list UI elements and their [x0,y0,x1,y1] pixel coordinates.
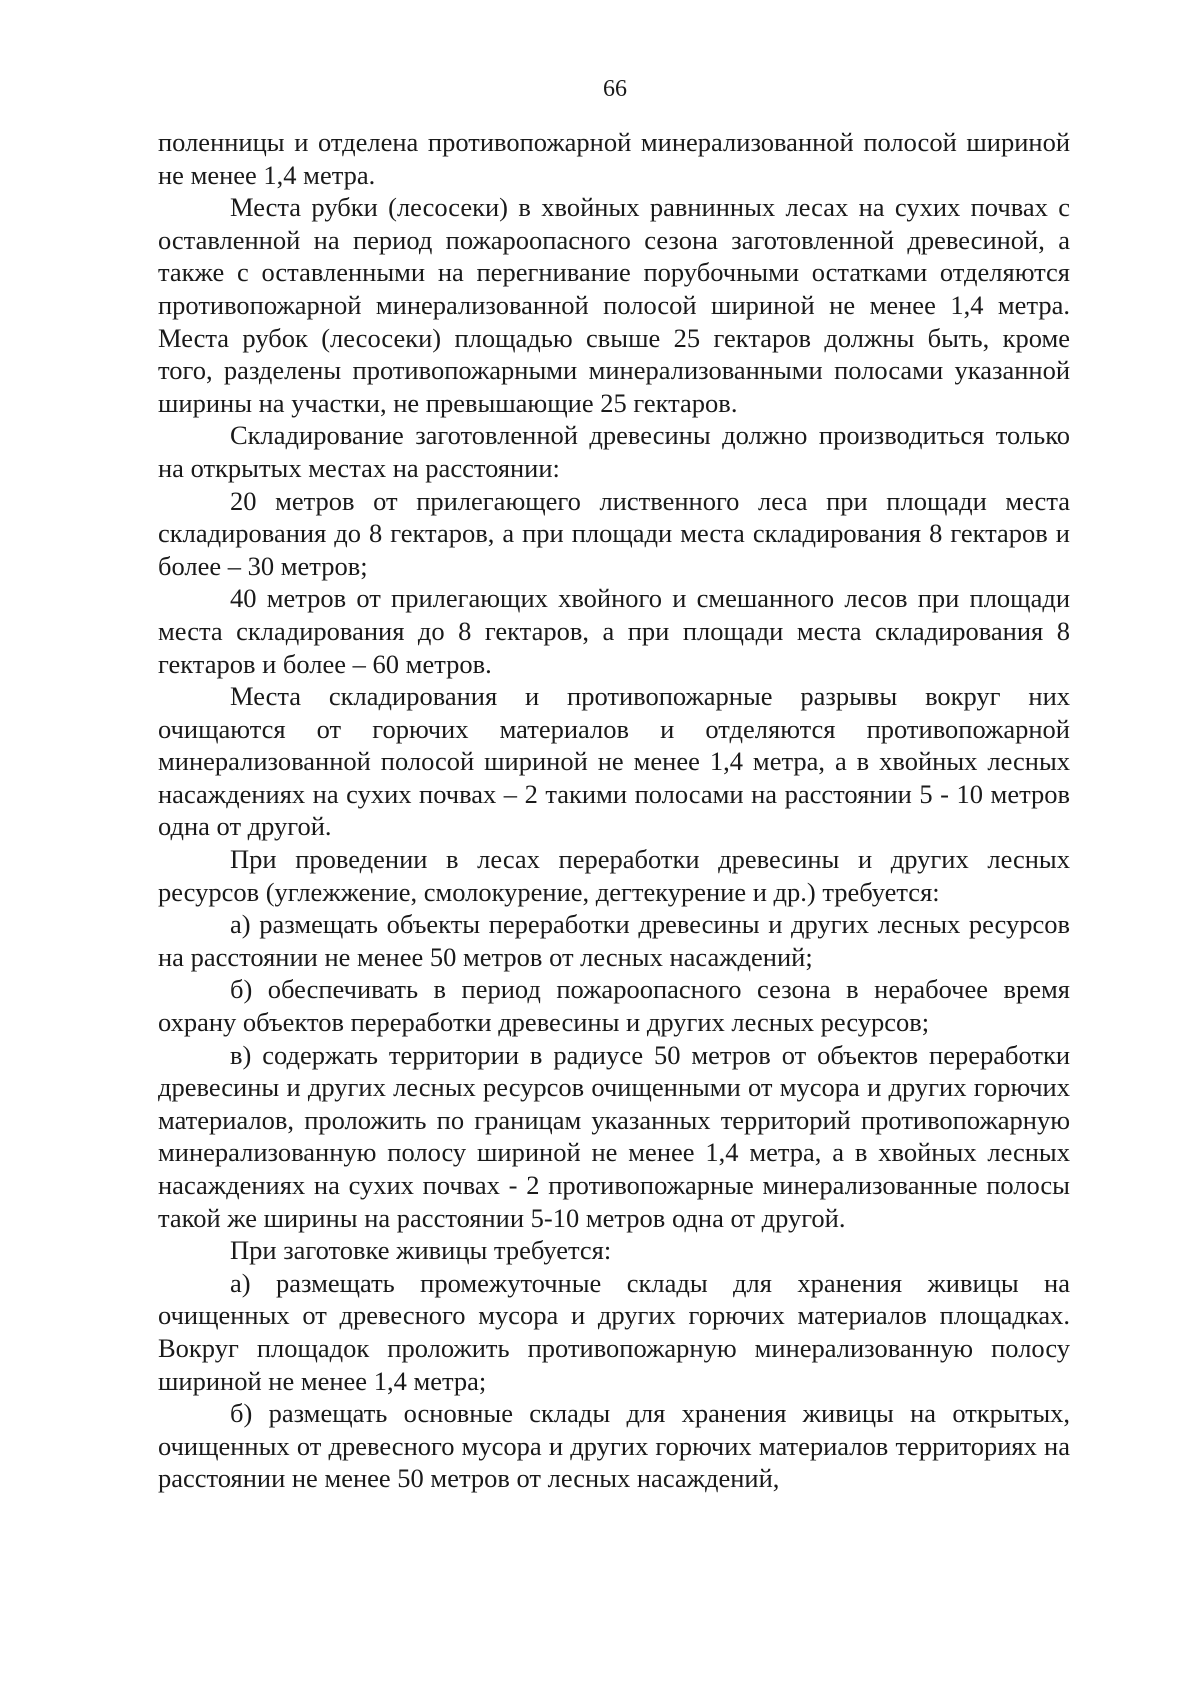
document-body [158,126,1070,1495]
paragraph-continuation: поленницы и отделена противопожарной минерализованной полосой шириной не менее 1,4 метра. [158,127,1070,190]
list-item-resin-a: а) размещать промежуточные склады для хранения живицы на очищенных от древесного мусора и других горючих материалов площадках. Вокруг площадок проложить противопожарную минерализованную полосу шириной не менее 1,4 метра; [158,1267,1070,1396]
paragraph-resin-tapping: При заготовке живицы требуется: [230,1235,612,1266]
paragraph-wood-processing: При проведении в лесах переработки древесины и других лесных ресурсов (углежжение, смолокурение, дегтекурение и др.) требуется: [158,844,1070,907]
paragraph-timber-storage: Складирование заготовленной древесины должно производиться только на открытых местах на расстоянии: [158,420,1070,483]
page-number: 66 [603,76,627,102]
paragraph-storage-coniferous: 40 метров от прилегающих хвойного и смешанного лесов при площади места складирования до 8 гектаров, а при площади места складирования 8 гектаров и более – 60 метров. [158,583,1070,679]
paragraph-storage-deciduous: 20 метров от прилегающего лиственного леса при площади места складирования до 8 гектаров, а при площади места складирования 8 гектаров и более – 30 метров; [158,485,1070,581]
list-item-processing-c: в) содержать территории в радиусе 50 метров от объектов переработки древесины и других лесных ресурсов очищенными от мусора и других горючих материалов, проложить по границам указанных территорий противопожарную минерализованную полосу шириной не менее 1,4 метра, а в хвойных лесных насаждениях на сухих почвах - 2 противопожарные минерализованные полосы такой же ширины на расстоянии 5-10 метров одна от другой. [158,1039,1070,1233]
list-item-processing-b: б) обеспечивать в период пожароопасного сезона в нерабочее время охрану объектов переработки древесины и других лесных ресурсов; [158,974,1070,1038]
paragraph-logging-sites: Места рубки (лесосеки) в хвойных равнинных лесах на сухих почвах с оставленной на период пожароопасного сезона заготовленной древесиной, а также с оставленными на перегнивание порубочными остатками отделяются противопожарной минерализованной полосой шириной не менее 1,4 метра. Места рубок (лесосеки) площадью свыше 25 гектаров должны быть, кроме того, разделены противопожарными минерализованными полосами указанной ширины на участки, не превышающие 25 гектаров. [158,192,1070,418]
paragraph-storage-clearing: Места складирования и противопожарные разрывы вокруг них очищаются от горючих материалов и отделяются противопожарной минерализованной полосой шириной не менее 1,4 метра, а в хвойных лесных насаждениях на сухих почвах – 2 такими полосами на расстоянии 5 - 10 метров одна от другой. [158,681,1070,842]
list-item-processing-a: а) размещать объекты переработки древесины и других лесных ресурсов на расстоянии не менее 50 метров от лесных насаждений; [158,909,1070,972]
list-item-resin-b: б) размещать основные склады для хранения живицы на открытых, очищенных от древесного мусора и других горючих материалов территориях на расстоянии не менее 50 метров от лесных насаждений, [158,1398,1070,1494]
